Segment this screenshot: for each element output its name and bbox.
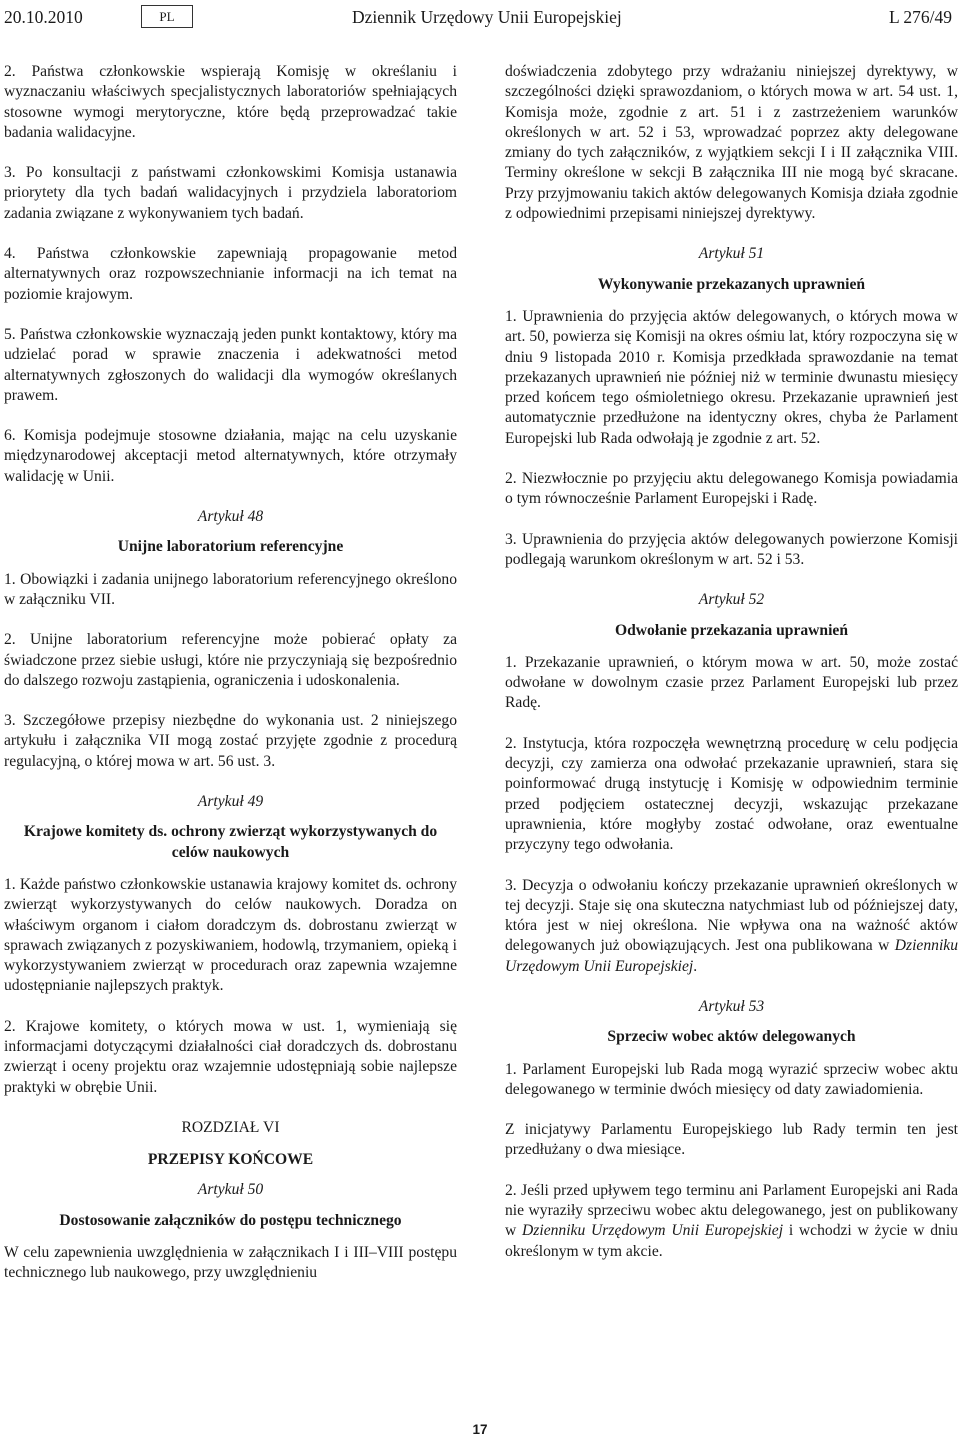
- paragraph: Z inicjatywy Parlamentu Europejskiego lub Rady termin ten jest przedłużany o dwa miesiące.: [505, 1121, 958, 1159]
- paragraph: W celu zapewnienia uwzględnienia w załącznikach I i III–VIII postępu technicznego lub naukowego, przy uwzględnieniu: [4, 1244, 457, 1282]
- journal-title: Dziennik Urzędowy Unii Europejskiej: [352, 7, 622, 27]
- article-title: Unijne laboratorium referencyjne: [117, 538, 344, 556]
- paragraph: 5. Państwa członkowskie wyznaczają jeden punkt kontaktowy, który ma udzielać porad w sprawie znaczenia i adekwatności metod alternatywnych zgłoszonych do walidacji dla wymogów określanych prawem.: [4, 325, 457, 404]
- paragraph: 6. Komisja podejmuje stosowne działania, mając na celu uzyskanie międzynarodowej akceptacji metod alternatywnych, które otrzymały walidację w Unii.: [4, 427, 457, 485]
- article-label: Artykuł 52: [698, 591, 765, 609]
- paragraph: 2. Krajowe komitety, o których mowa w ust. 1, wymieniają się informacjami dotyczącymi działalności ciał doradczych ds. dobrostanu zwierząt i oceny projektu oraz wzajemnie udostępniają sobie najlepsze praktyki w obrębie Unii.: [4, 1017, 457, 1096]
- right-column: [505, 62, 958, 1282]
- article-title: Odwołanie przekazania uprawnień: [614, 621, 849, 639]
- paragraph: [505, 1181, 958, 1262]
- article-label: Artykuł 48: [197, 508, 264, 526]
- paragraph: 2. Instytucja, która rozpoczęła wewnętrzną procedurę w celu podjęcia decyzji, czy zamierza ona odwołać przekazanie uprawnień, stara się poinformować drugą instytucję i Komisję w odpowiednim terminie przed podjęciem ostatecznej decyzji, wskazując przekazane uprawnienia, które mogłyby zostać odwołane, oraz ewentualne przyczyny tego odwołania.: [505, 734, 958, 854]
- article-title: Wykonywanie przekazanych uprawnień: [597, 275, 866, 293]
- article-title: Sprzeciw wobec aktów delegowanych: [607, 1028, 856, 1046]
- paragraph: 3. Szczegółowe przepisy niezbędne do wykonania ust. 2 niniejszego artykułu i załącznika VII mogą zostać przyjęte zgodnie z procedurą regulacyjną, o której mowa w art. 56 ust. 3.: [4, 712, 457, 770]
- paragraph-text: .: [693, 957, 698, 975]
- paragraph: 3. Uprawnienia do przyjęcia aktów delegowanych powierzone Komisji podlegają warunkom określonym w art. 52 i 53.: [505, 530, 958, 568]
- paragraph: 2. Niezwłocznie po przyjęciu aktu delegowanego Komisja powiadamia o tym równocześnie Parlament Europejski i Radę.: [505, 470, 958, 508]
- paragraph: 2. Państwa członkowskie wspierają Komisję w określaniu i wyznaczaniu właściwych specjalistycznych laboratoriów spełniających stosowne wymogi merytoryczne, które będą przeprowadzać takie badania walidacyjne.: [4, 63, 457, 141]
- article-label: Artykuł 50: [197, 1181, 264, 1199]
- article-label: Artykuł 51: [698, 245, 765, 263]
- paragraph: [505, 876, 958, 977]
- paragraph: 1. Obowiązki i zadania unijnego laboratorium referencyjnego określono w załączniku VII.: [4, 570, 457, 608]
- paragraph-text: 2. Jeśli przed upływem tego terminu ani Parlament Europejski ani Rada nie wyraziły sprzeciwu wobec aktu delegowanego, jest on publikowany w: [505, 1181, 958, 1240]
- article-title: Krajowe komitety ds. ochrony zwierząt wykorzystywanych do celów naukowych: [23, 823, 438, 861]
- paragraph: 2. Unijne laboratorium referencyjne może pobierać opłaty za świadczone przez siebie usługi, które nie przyczyniają się bezpośrednio do dalszego rozwoju zastąpienia, ograniczenia i udoskonalenia.: [4, 631, 457, 689]
- article-title: Dostosowanie załączników do postępu technicznego: [59, 1211, 402, 1229]
- left-column: [4, 62, 457, 1304]
- paragraph-text: i wchodzi w życie w dniu określonym w tym akcie.: [505, 1222, 958, 1260]
- page-reference: L 276/49: [888, 7, 952, 27]
- paragraph: 3. Po konsultacji z państwami członkowskimi Komisja ustanawia priorytety dla tych badań walidacyjnych i przydziela laboratoriom zadania związane z wykonywaniem tych badań.: [4, 164, 457, 222]
- publication-date: 20.10.2010: [4, 7, 83, 27]
- paragraph: 1. Uprawnienia do przyjęcia aktów delegowanych, o których mowa w art. 50, powierza się Komisji na okres ośmiu lat, który rozpoczyna się w dniu 9 listopada 2010 r. Komisja przedkłada sprawozdanie na temat przekazanych uprawnień nie później niż w terminie dwunastu miesięcy przed końcem tego ośmioletniego okresu. Przekazanie uprawnień jest automatycznie przedłużone na identyczny okres, chyba że Parlament Europejski lub Rada odwołają je zgodnie z art. 52.: [505, 307, 958, 447]
- page-number: 17: [472, 1422, 488, 1437]
- paragraph: 1. Parlament Europejski lub Rada mogą wyrazić sprzeciw wobec aktu delegowanego w terminie dwóch miesięcy od daty zawiadomienia.: [505, 1060, 958, 1098]
- article-label: Artykuł 53: [698, 997, 765, 1015]
- chapter-title: PRZEPISY KOŃCOWE: [147, 1151, 314, 1169]
- paragraph: 1. Każde państwo członkowskie ustanawia krajowy komitet ds. ochrony zwierząt wykorzystywanych do celów naukowych. Doradza on właściwym organom i ciałom doradczym ds. dobrostanu zwierząt w sprawach związanych z pozyskiwaniem, hodowlą, trzymaniem, opieką i wykorzystywaniem zwierząt w procedurach oraz zapewnia wzajemne udostępnianie najlepszych praktyk.: [4, 875, 457, 995]
- language-badge: PL: [141, 5, 193, 28]
- paragraph-text: 3. Decyzja o odwołaniu kończy przekazanie uprawnień określonych w tej decyzji. Staje się ona skuteczna natychmiast lub od późniejszej daty, która jest w niej określona. Nie wpływa ona na ważność aktów delegowanych już obowiązujących. Jest ona publikowana w: [505, 876, 958, 955]
- journal-reference: Dzienniku Urzędowym Unii Europejskiej: [505, 937, 958, 975]
- paragraph: 1. Przekazanie uprawnień, o którym mowa w art. 50, może zostać odwołane w dowolnym czasie przez Parlament Europejski lub przez Radę.: [505, 653, 958, 712]
- journal-reference: Dzienniku Urzędowym Unii Europejskiej: [522, 1222, 784, 1240]
- article-label: Artykuł 49: [197, 793, 264, 811]
- paragraph: doświadczenia zdobytego przy wdrażaniu niniejszej dyrektywy, w szczególności dzięki sprawozdaniom, o których mowa w art. 54 ust. 1, Komisja może, zgodnie z art. 51 i z zastrzeżeniem warunków określonych w art. 52 i 53, wprowadzać poprzez akty delegowane zmiany do tych załączników, z wyjątkiem sekcji I i II załącznika VIII. Terminy określone w sekcji B załącznika III nie mogą być skracane. Przy przyjmowaniu takich aktów delegowanych Komisja działa zgodnie z odpowiednimi przepisami niniejszej dyrektywy.: [505, 63, 958, 223]
- page-header: [4, 2, 952, 32]
- paragraph: 4. Państwa członkowskie zapewniają propagowanie metod alternatywnych oraz rozpowszechnianie informacji na ich temat na poziomie krajowym.: [4, 245, 457, 303]
- chapter-label: ROZDZIAŁ VI: [181, 1118, 280, 1136]
